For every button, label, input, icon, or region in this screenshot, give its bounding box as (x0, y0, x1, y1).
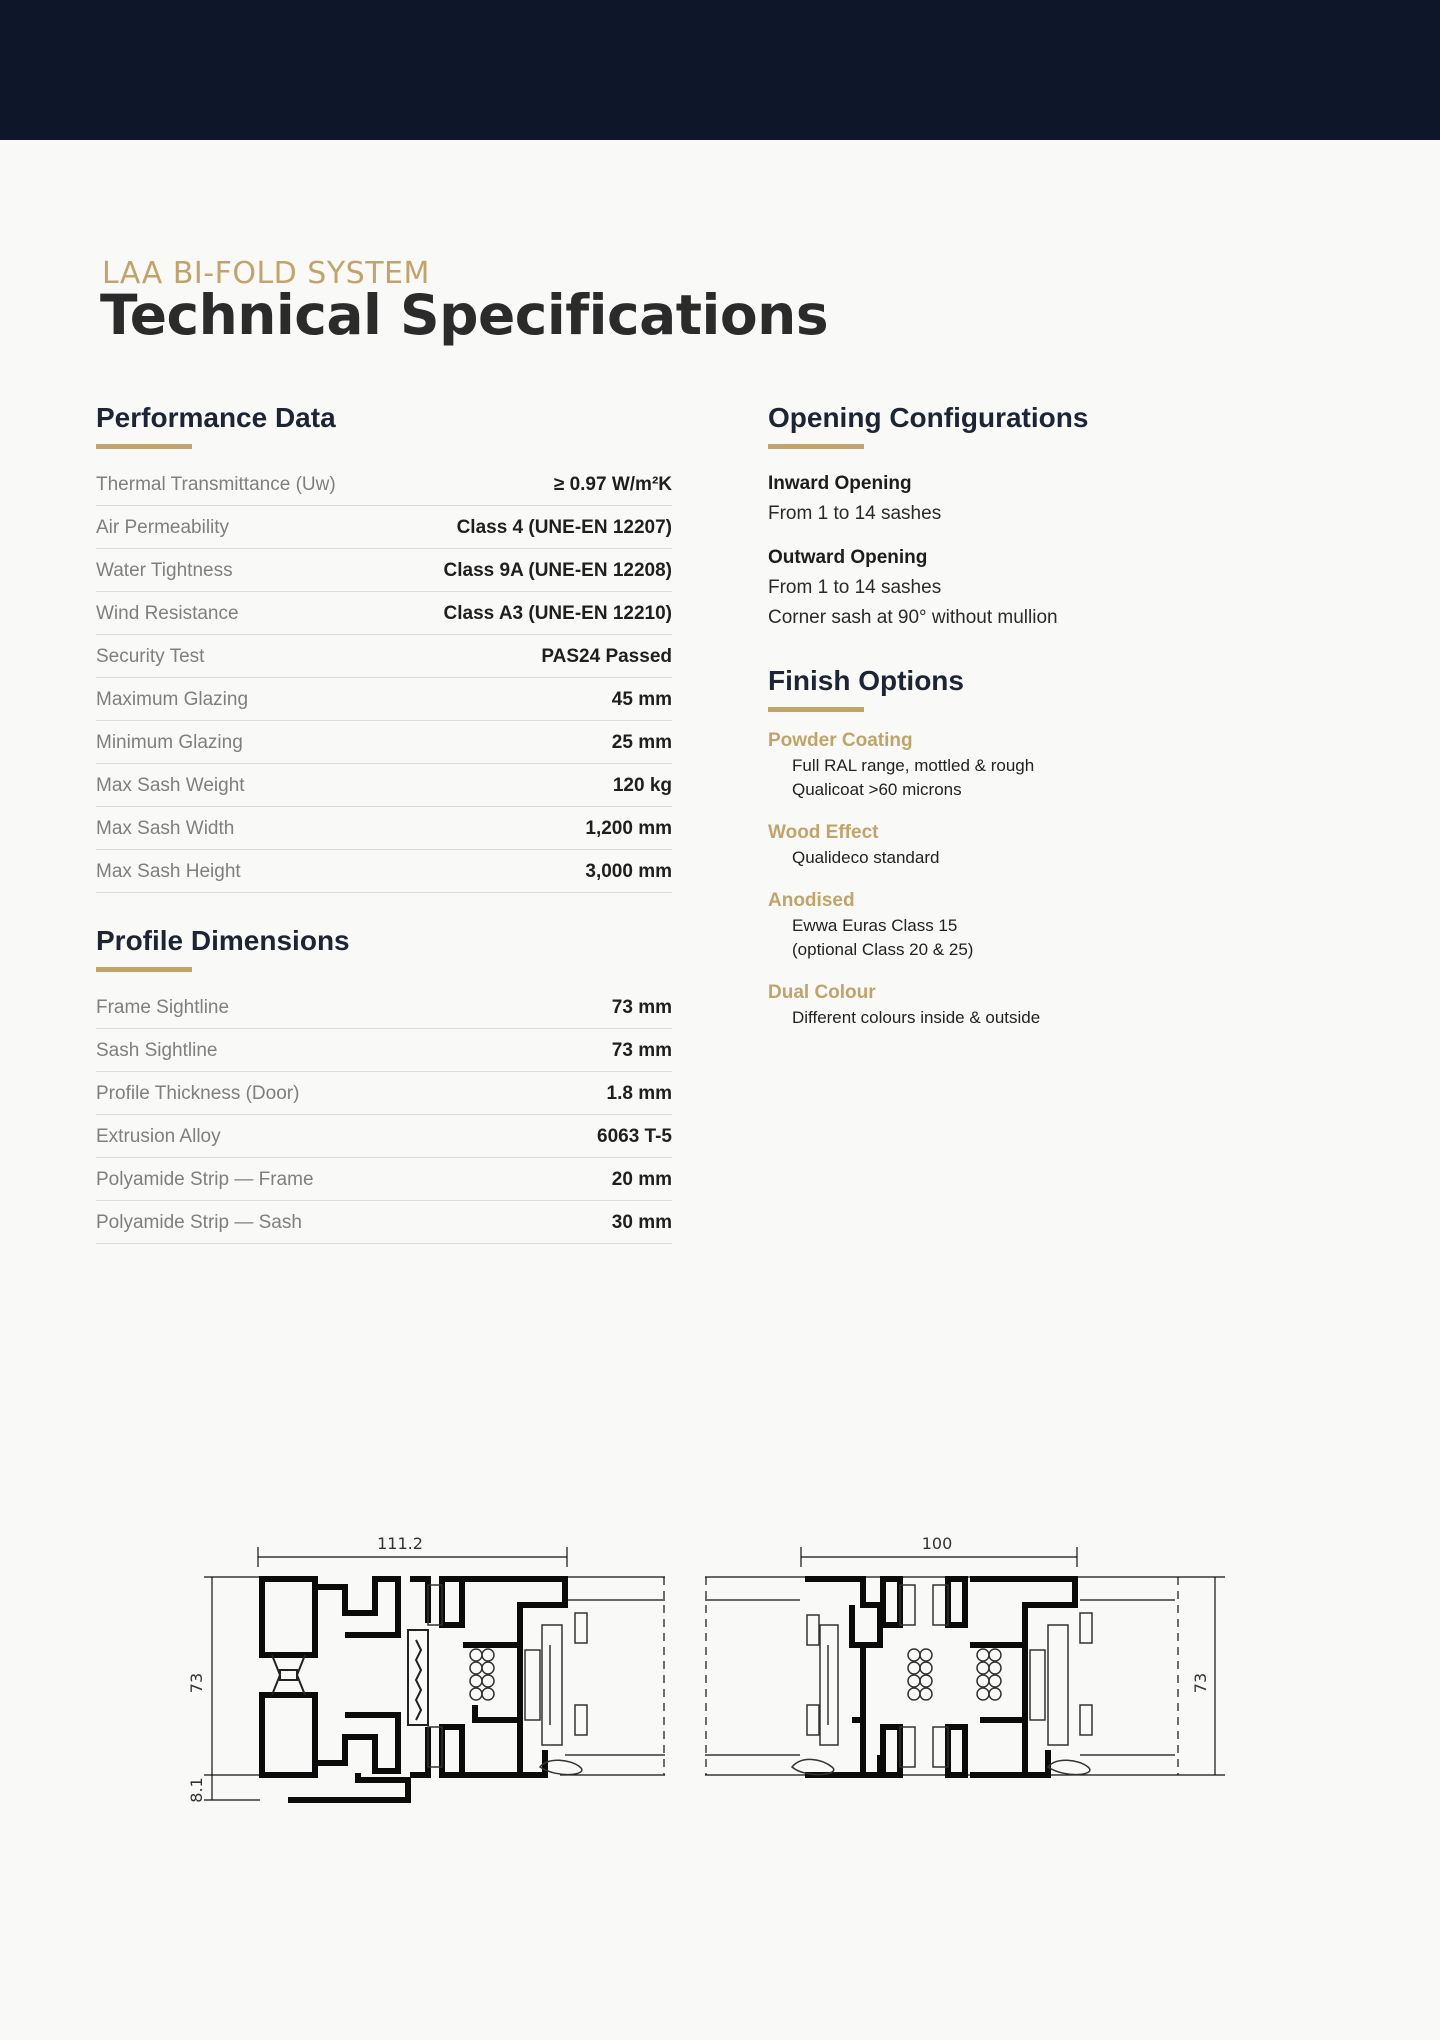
dim-label-right-height: 73 (1191, 1672, 1210, 1694)
system-kicker: LAA BI-FOLD SYSTEM (102, 256, 430, 291)
finish-name: Wood Effect (768, 822, 879, 843)
spec-value: 1.8 mm (606, 1083, 672, 1104)
section-rule (96, 967, 192, 972)
left-thermal-break (272, 1630, 428, 1725)
opening-group-title: Inward Opening (768, 473, 912, 494)
opening-group (768, 469, 1248, 529)
opening-group-line: From 1 to 14 sashes (768, 577, 942, 598)
spec-value: 73 mm (611, 997, 672, 1018)
spec-label: Thermal Transmittance (Uw) (96, 474, 336, 495)
spec-label: Sash Sightline (96, 1040, 218, 1061)
opening-section (768, 400, 1248, 633)
spec-label: Max Sash Height (96, 861, 241, 882)
spec-value: 73 mm (611, 1040, 672, 1061)
performance-table (96, 463, 672, 893)
profile-section-drawing (180, 1505, 1260, 1835)
spec-value: 30 mm (611, 1212, 672, 1233)
finish-title: Finish Options (768, 665, 964, 696)
finish-name: Dual Colour (768, 982, 876, 1003)
spec-label: Max Sash Weight (96, 775, 245, 796)
spec-row (96, 1158, 672, 1201)
spec-value: 25 mm (611, 732, 672, 753)
dim-label-right-width: 100 (921, 1534, 953, 1553)
spec-row (96, 1029, 672, 1072)
spec-row (96, 764, 672, 807)
spec-value: PAS24 Passed (541, 646, 672, 667)
spec-row (96, 506, 672, 549)
spec-row (96, 807, 672, 850)
finish-detail: Ewwa Euras Class 15 (792, 916, 958, 935)
opening-group-line: Corner sash at 90° without mullion (768, 607, 1058, 628)
left-frame-profile (262, 1579, 428, 1800)
spec-value: Class A3 (UNE-EN 12210) (443, 603, 672, 624)
spec-value: 3,000 mm (585, 861, 672, 882)
spec-value: Class 9A (UNE-EN 12208) (443, 560, 672, 581)
spec-label: Max Sash Width (96, 818, 235, 839)
spec-label: Water Tightness (96, 560, 233, 581)
opening-group-title: Outward Opening (768, 547, 928, 568)
profile-table (96, 986, 672, 1244)
spec-row (96, 678, 672, 721)
finish-detail: Full RAL range, mottled & rough (792, 756, 1035, 775)
page-title: Technical Specifications (100, 283, 829, 347)
spec-label: Security Test (96, 646, 205, 667)
spec-label: Air Permeability (96, 517, 230, 538)
header-band (0, 0, 1440, 140)
section-rule (96, 444, 192, 449)
finish-item (768, 820, 1248, 870)
profile-title: Profile Dimensions (96, 925, 350, 956)
dim-label-left-width: 111.2 (377, 1534, 423, 1553)
spec-value: ≥ 0.97 W/m²K (553, 474, 672, 495)
section-rule (768, 707, 864, 712)
spec-label: Minimum Glazing (96, 732, 243, 753)
opening-list (768, 469, 1248, 633)
spec-value: 6063 T-5 (597, 1126, 672, 1147)
spec-label: Frame Sightline (96, 997, 230, 1018)
left-glazing-bead (428, 1585, 587, 1775)
spec-row (96, 592, 672, 635)
opening-title: Opening Configurations (768, 402, 1089, 433)
spec-row (96, 549, 672, 592)
spec-row (96, 1072, 672, 1115)
spec-value: 45 mm (611, 689, 672, 710)
dim-label-left-height: 73 (187, 1672, 206, 1694)
finish-name: Powder Coating (768, 730, 913, 751)
finish-item (768, 728, 1248, 802)
opening-group-line: From 1 to 14 sashes (768, 503, 942, 524)
spec-row (96, 1201, 672, 1244)
spec-value: Class 4 (UNE-EN 12207) (456, 517, 672, 538)
finish-list (768, 728, 1248, 1030)
finish-item (768, 980, 1248, 1030)
spec-label: Polyamide Strip — Frame (96, 1169, 314, 1190)
spec-value: 120 kg (612, 775, 672, 796)
finish-section (768, 663, 1248, 1030)
spec-value: 20 mm (611, 1169, 672, 1190)
finish-detail: Different colours inside & outside (792, 1008, 1041, 1027)
spec-row (96, 721, 672, 764)
right-sash-profile (805, 1579, 1075, 1775)
spec-label: Profile Thickness (Door) (96, 1083, 300, 1104)
spec-label: Polyamide Strip — Sash (96, 1212, 302, 1233)
performance-title: Performance Data (96, 402, 336, 433)
right-glazing-bead (792, 1585, 1092, 1775)
spec-label: Wind Resistance (96, 603, 239, 624)
spec-row (96, 463, 672, 506)
spec-row (96, 1115, 672, 1158)
profile-section (96, 923, 672, 1244)
spec-row (96, 986, 672, 1029)
finish-detail: Qualicoat >60 microns (792, 780, 962, 799)
finish-detail: (optional Class 20 & 25) (792, 940, 974, 959)
finish-name: Anodised (768, 890, 855, 911)
right-column (768, 400, 1248, 1030)
spec-label: Extrusion Alloy (96, 1126, 221, 1147)
finish-detail: Qualideco standard (792, 848, 940, 867)
performance-section (96, 400, 672, 893)
spec-row (96, 635, 672, 678)
spec-value: 1,200 mm (585, 818, 672, 839)
opening-group (768, 543, 1248, 633)
dim-label-left-offset: 8.1 (187, 1777, 206, 1803)
spec-label: Maximum Glazing (96, 689, 249, 710)
left-column (96, 400, 672, 1244)
spec-row (96, 850, 672, 893)
finish-item (768, 888, 1248, 962)
section-rule (768, 444, 864, 449)
